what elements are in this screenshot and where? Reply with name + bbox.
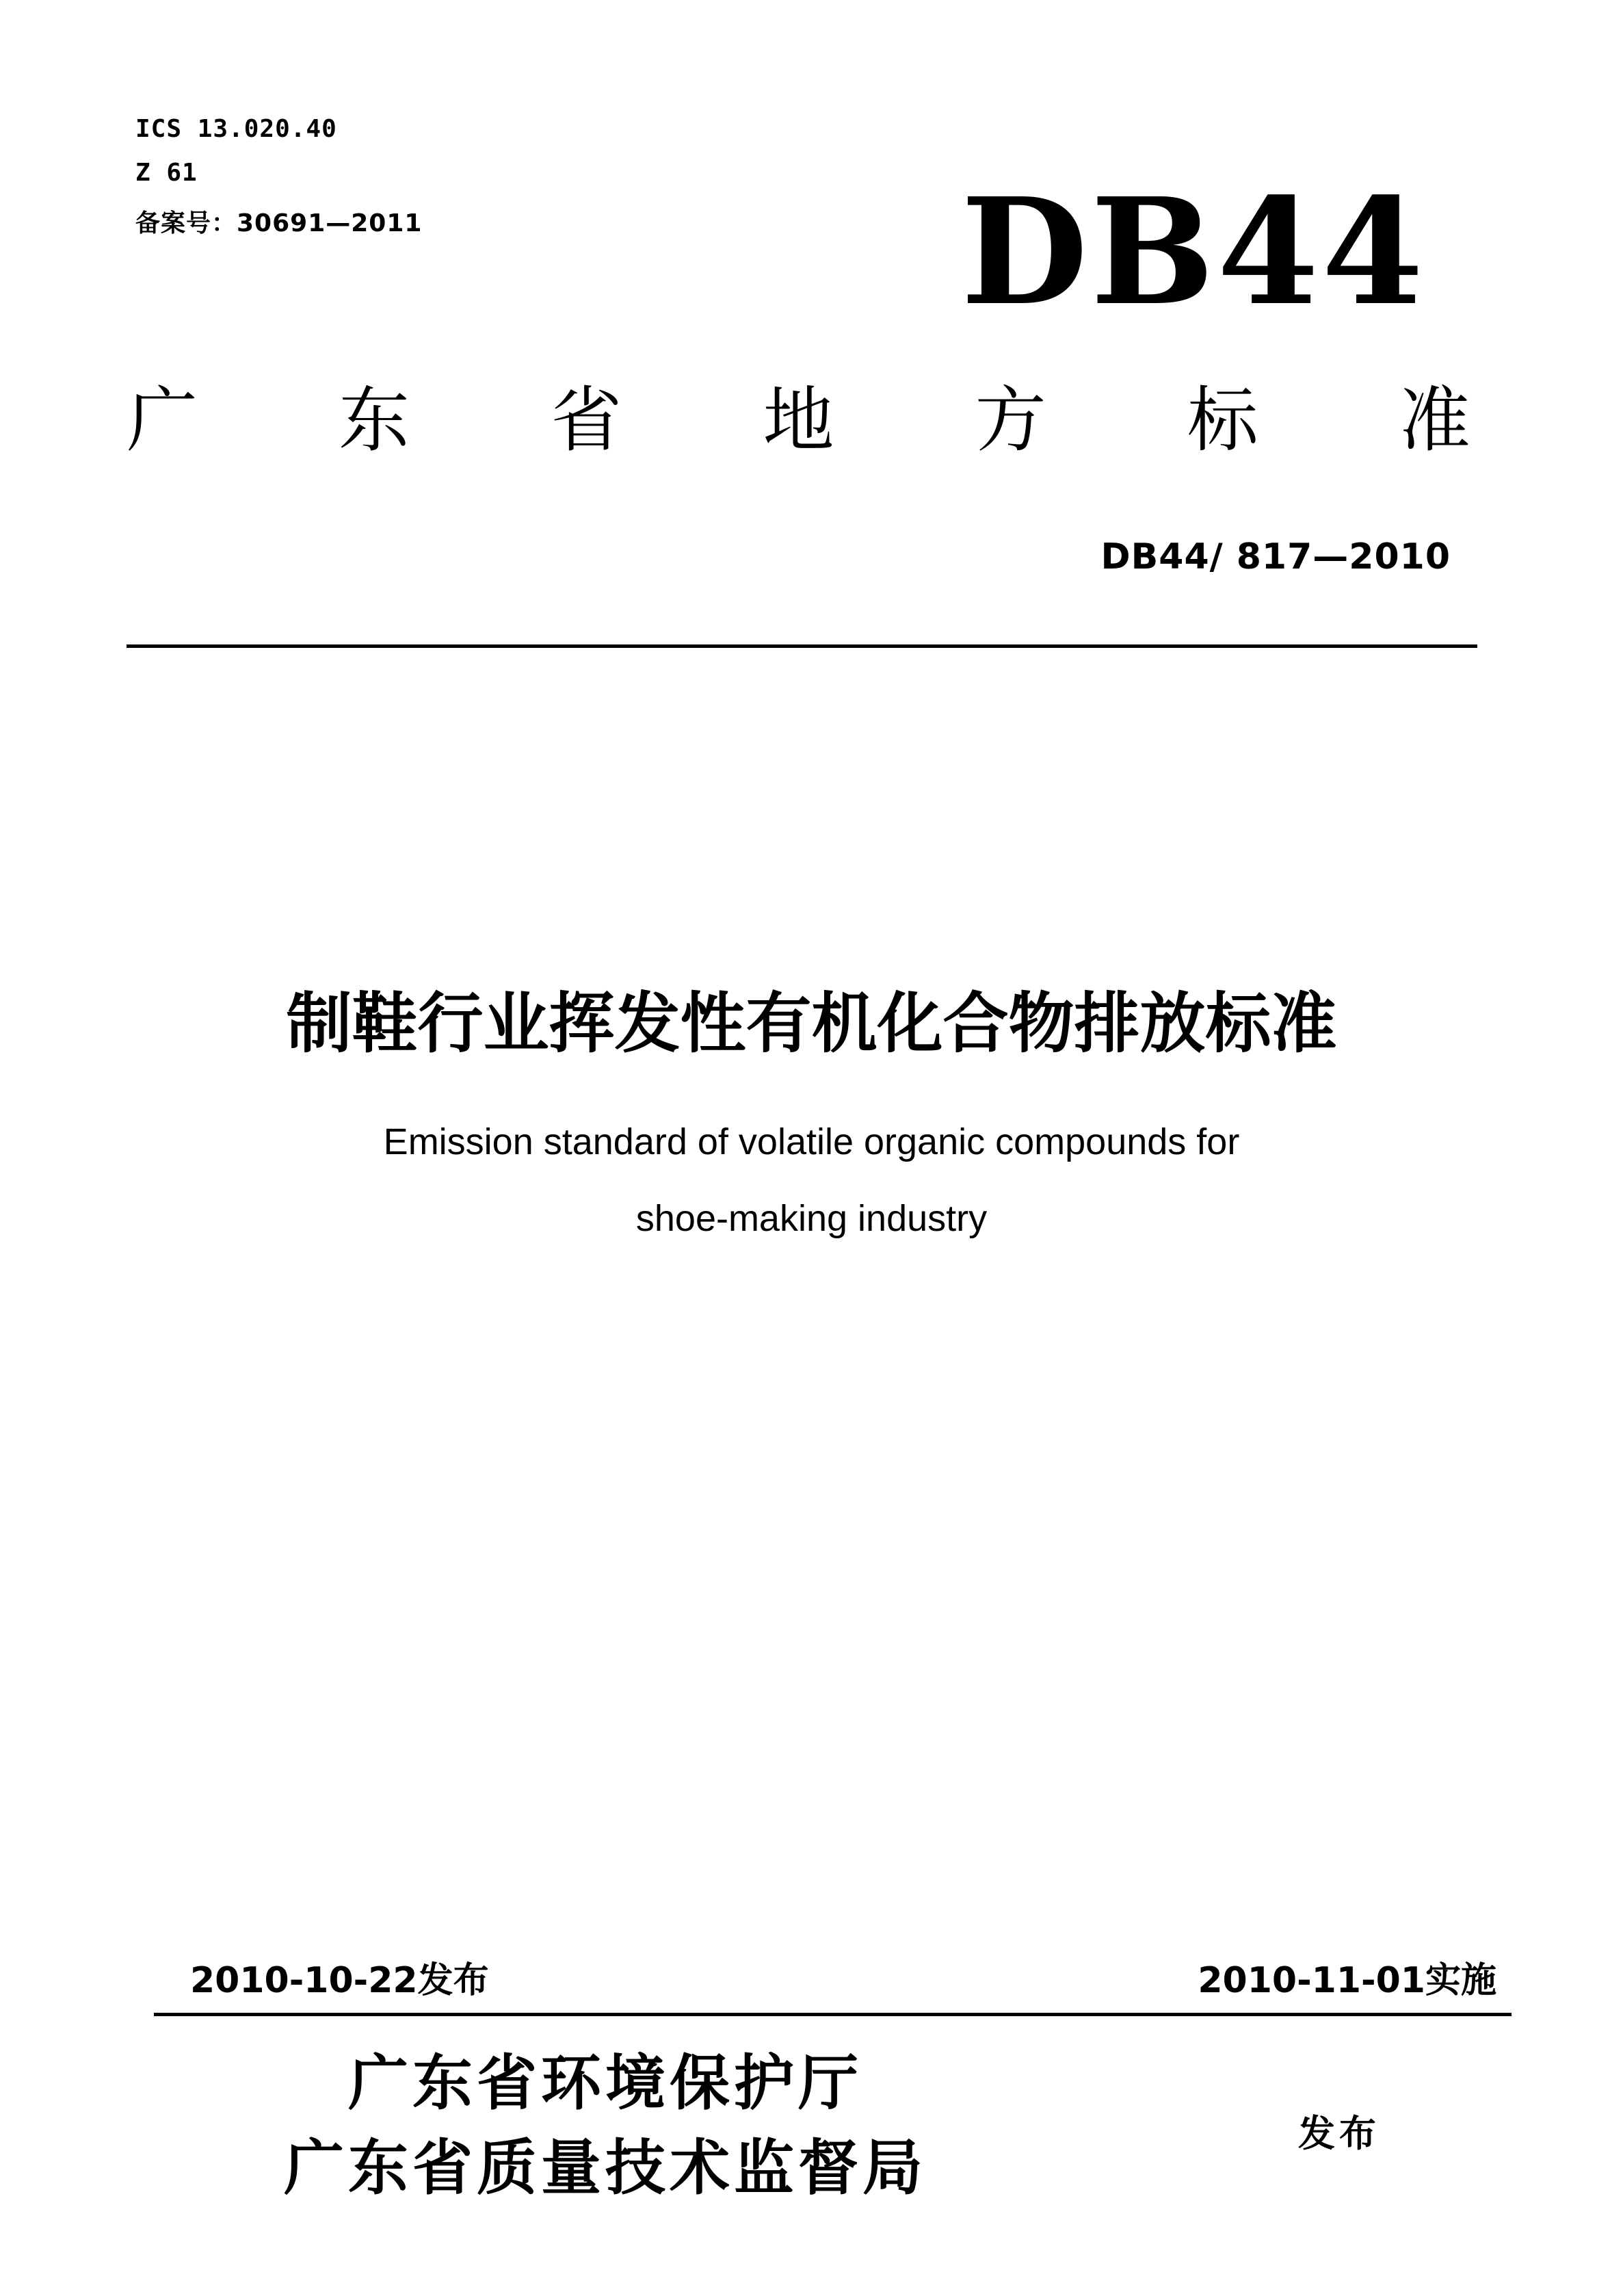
bottom-divider <box>154 2013 1512 2016</box>
english-title-line-1: Emission standard of volatile organic compounds for <box>383 1121 1240 1162</box>
ics-code: ICS 13.020.40 <box>135 115 337 143</box>
english-title-line-2: shoe-making industry <box>635 1198 988 1239</box>
banner-char: 准 <box>1399 378 1470 462</box>
top-divider <box>127 644 1477 648</box>
db44-logo: DB44 <box>961 166 1427 338</box>
banner-char: 地 <box>763 378 834 462</box>
classification-code: Z 61 <box>135 159 198 187</box>
banner-char: 方 <box>975 378 1046 462</box>
chinese-title: 制鞋行业挥发性有机化合物排放标准 <box>286 985 1337 1062</box>
issuing-agency-environment: 广东省环境保护厅 <box>347 2047 862 2118</box>
banner-char: 东 <box>339 378 410 462</box>
issuing-agency-quality: 广东省质量技术监督局 <box>283 2132 927 2203</box>
implementation-date: 2010-11-01实施 <box>1198 1960 1496 2001</box>
standard-number: DB44/ 817—2010 <box>1100 536 1451 577</box>
guangdong-local-standard-banner <box>127 378 1470 462</box>
banner-char: 省 <box>551 378 622 462</box>
publish-label: 发布 <box>1298 2112 1380 2155</box>
banner-char: 标 <box>1187 378 1258 462</box>
banner-char: 广 <box>127 378 198 462</box>
record-number: 备案号：30691—2011 <box>135 209 423 237</box>
issue-date: 2010-10-22发布 <box>190 1960 489 2001</box>
